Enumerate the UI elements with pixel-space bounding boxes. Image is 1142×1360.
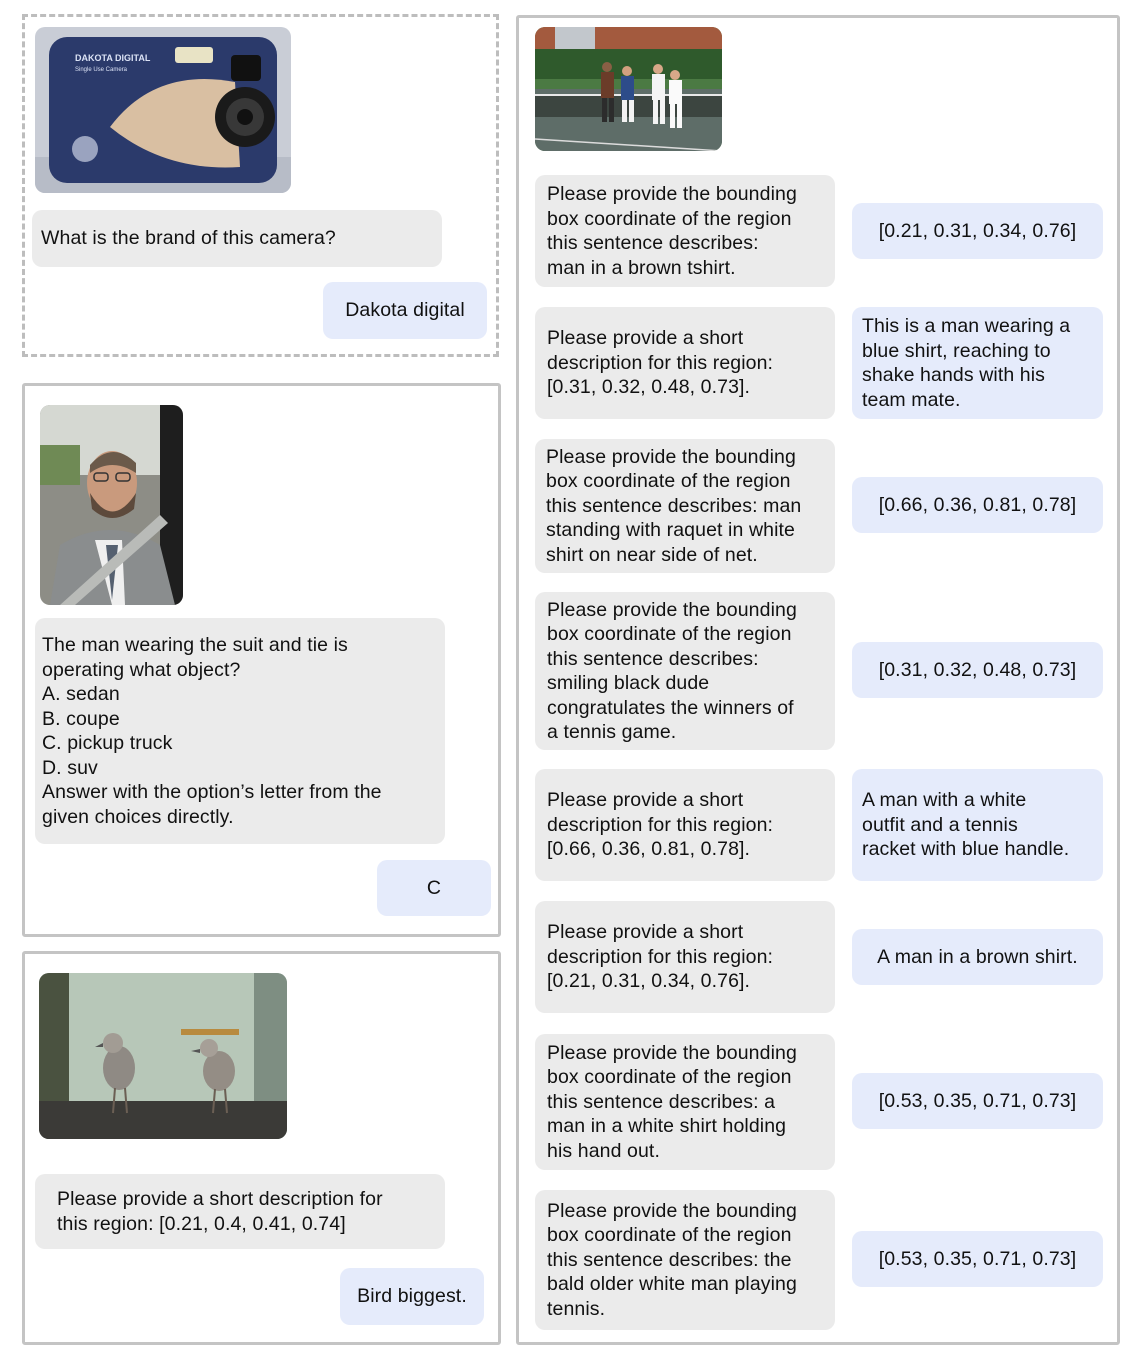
- tennis-answer-4-text: [0.31, 0.32, 0.48, 0.73]: [878, 658, 1077, 681]
- driver-answer-text: C: [426, 876, 442, 899]
- driver-answer-bubble: [377, 860, 491, 916]
- birds-question-bubble: [35, 1174, 445, 1249]
- birds-answer-text: Bird biggest.: [357, 1285, 467, 1308]
- tennis-question-5-text: Please provide a short description for this region: [0.66, 0.36, 0.81, 0.78].: [547, 789, 774, 861]
- tennis-answer-7: [852, 1073, 1103, 1129]
- birds-question-text: Please provide a short description for this region: [0.21, 0.4, 0.41, 0.74]: [57, 1188, 383, 1235]
- tennis-question-8-text: Please provide the bounding box coordinate of the region this sentence describes: the bald older white man playing tennis.: [547, 1199, 797, 1320]
- tennis-answer-5: [852, 769, 1103, 881]
- tennis-question-7-text: Please provide the bounding box coordinate of the region this sentence describes: a man in a white shirt holding his hand out.: [547, 1041, 797, 1162]
- tennis-question-5: [535, 769, 835, 881]
- birds-answer-bubble: [340, 1268, 484, 1325]
- tennis-question-1-text: Please provide the bounding box coordinate of the region this sentence describes: man in a brown tshirt.: [547, 183, 797, 279]
- tennis-answer-1-text: [0.21, 0.31, 0.34, 0.76]: [878, 219, 1077, 242]
- driver-photo: [40, 405, 183, 605]
- tennis-question-7: [535, 1034, 835, 1170]
- tennis-answer-6: [852, 929, 1103, 985]
- tennis-answer-7-text: [0.53, 0.35, 0.71, 0.73]: [878, 1089, 1077, 1112]
- tennis-question-4: [535, 592, 835, 750]
- tennis-answer-3: [852, 477, 1103, 533]
- tennis-question-3: [535, 439, 835, 573]
- tennis-answer-1: [852, 203, 1103, 259]
- tennis-question-2-text: Please provide a short description for this region: [0.31, 0.32, 0.48, 0.73].: [547, 327, 774, 399]
- camera-question-bubble: [32, 210, 442, 267]
- camera-answer-text: Dakota digital: [345, 299, 465, 322]
- tennis-answer-2: [852, 307, 1103, 419]
- birds-photo: [39, 973, 287, 1139]
- tennis-answer-2-text: This is a man wearing a blue shirt, reaching to shake hands with his team mate.: [862, 315, 1071, 411]
- tennis-photo: [535, 27, 722, 151]
- camera-answer-bubble: [323, 282, 487, 339]
- camera-sublabel-print: Single Use Camera: [75, 67, 128, 73]
- camera-question-text: What is the brand of this camera?: [41, 227, 336, 250]
- driver-question-text: The man wearing the suit and tie is operating what object? A. sedan B. coupe C. pickup truck D. suv Answer with the option’s letter from the given choices directly.: [42, 634, 382, 828]
- tennis-question-1: [535, 175, 835, 287]
- tennis-question-6-text: Please provide a short description for this region: [0.21, 0.31, 0.34, 0.76].: [547, 921, 774, 993]
- camera-photo: [35, 27, 291, 193]
- tennis-answer-8-text: [0.53, 0.35, 0.71, 0.73]: [878, 1247, 1077, 1270]
- tennis-question-8: [535, 1190, 835, 1330]
- tennis-answer-6-text: A man in a brown shirt.: [877, 945, 1078, 968]
- tennis-answer-5-text: A man with a white outfit and a tennis racket with blue handle.: [862, 789, 1070, 861]
- tennis-question-3-text: Please provide the bounding box coordinate of the region this sentence describes: man standing with raquet in white shirt on near side of net.: [546, 445, 802, 566]
- tennis-question-4-text: Please provide the bounding box coordinate of the region this sentence describes: smiling black dude congratulates the winners of a tennis game.: [547, 598, 797, 743]
- tennis-question-2: [535, 307, 835, 419]
- tennis-answer-3-text: [0.66, 0.36, 0.81, 0.78]: [878, 493, 1077, 516]
- driver-question-bubble: [35, 618, 445, 844]
- camera-brand-print: DAKOTA DIGITAL: [75, 53, 151, 63]
- tennis-answer-4: [852, 642, 1103, 698]
- tennis-answer-8: [852, 1231, 1103, 1287]
- tennis-question-6: [535, 901, 835, 1013]
